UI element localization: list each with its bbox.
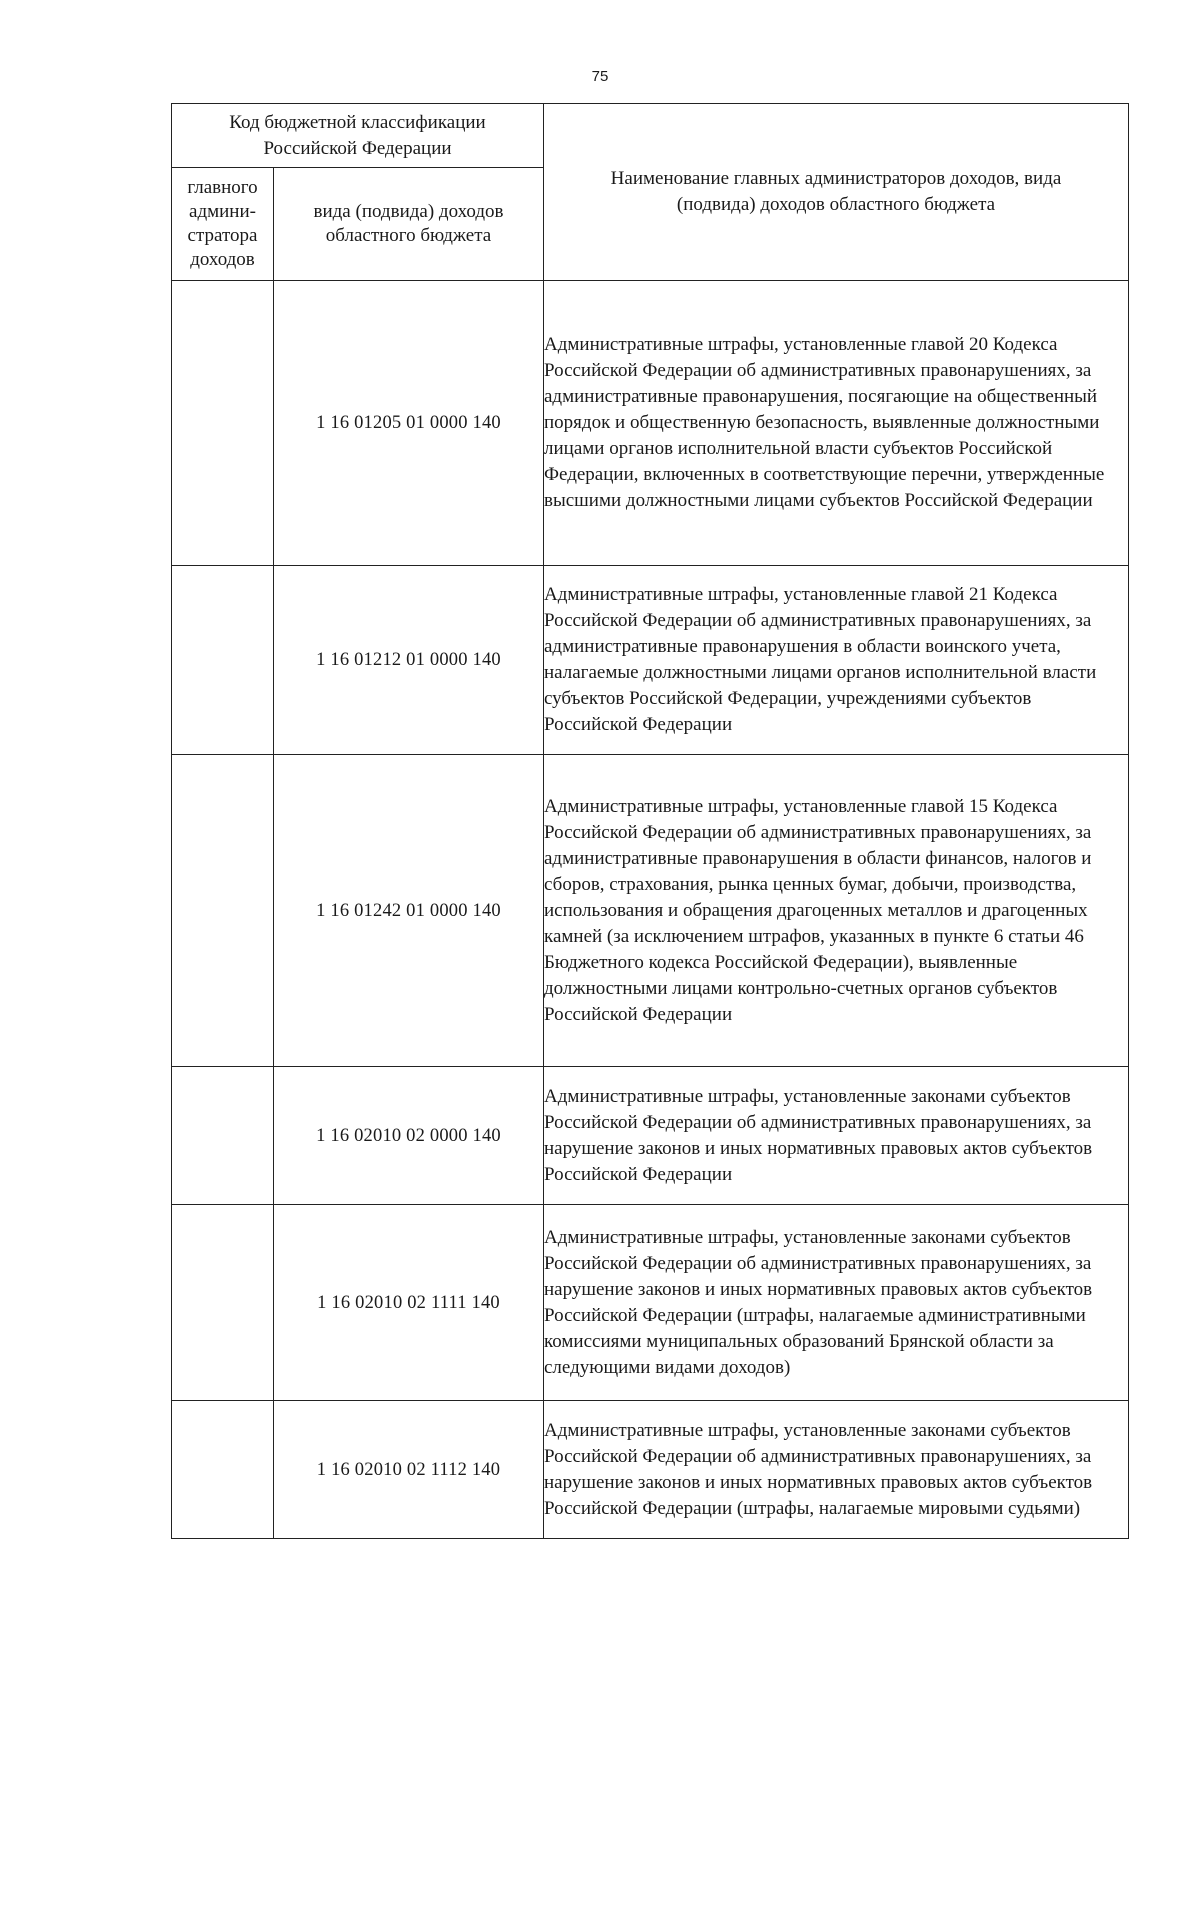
- income-code-cell: 1 16 02010 02 1112 140: [274, 1401, 544, 1539]
- table-row: [172, 1205, 1129, 1401]
- table-row: [172, 1067, 1129, 1205]
- header-group-title: [172, 104, 544, 168]
- income-name-cell: Административные штрафы, установленные законами субъектов Российской Федерации об административных правонарушениях, за нарушение законов и иных нормативных правовых актов субъектов Российской Федерации (штрафы, налагаемые мировыми судьями): [544, 1401, 1129, 1539]
- admin-code-cell: [172, 755, 274, 1067]
- header-income-type-text: вида (подвида) доходов областного бюджета: [313, 201, 504, 246]
- income-code-cell: 1 16 01212 01 0000 140: [274, 566, 544, 755]
- budget-classification-table: [171, 103, 1129, 1539]
- admin-code-cell: [172, 281, 274, 566]
- table-row: [172, 566, 1129, 755]
- header-admin-text: главного админи-стратора доходов: [187, 177, 258, 270]
- income-name-cell: Административные штрафы, установленные главой 15 Кодекса Российской Федерации об административных правонарушениях, за административные правонарушения в области финансов, налогов и сборов, страхования, рынка ценных бумаг, добычи, производства, использования и обращения драгоценных металлов и драгоценных камней (за исключением штрафов, указанных в пункте 6 статьи 46 Бюджетного кодекса Российской Федерации), выявленные должностными лицами контрольно-счетных органов субъектов Российской Федерации: [544, 755, 1129, 1067]
- header-income-type-column: [274, 168, 544, 281]
- income-name-cell: Административные штрафы, установленные главой 21 Кодекса Российской Федерации об административных правонарушениях, за административные правонарушения в области воинского учета, налагаемые должностными лицами органов исполнительной власти субъектов Российской Федерации, учреждениями субъектов Российской Федерации: [544, 566, 1129, 755]
- header-name-column: [544, 104, 1129, 281]
- table-row: [172, 755, 1129, 1067]
- income-name-cell: Административные штрафы, установленные законами субъектов Российской Федерации об административных правонарушениях, за нарушение законов и иных нормативных правовых актов субъектов Российской Федерации: [544, 1067, 1129, 1205]
- page-number: 75: [591, 68, 609, 85]
- admin-code-cell: [172, 1205, 274, 1401]
- header-name-text: Наименование главных администраторов доходов, вида (подвида) доходов областного бюджета: [610, 168, 1062, 215]
- admin-code-cell: [172, 566, 274, 755]
- header-admin-column: [172, 168, 274, 281]
- table-row: [172, 281, 1129, 566]
- income-code-cell: 1 16 01205 01 0000 140: [274, 281, 544, 566]
- income-name-cell: Административные штрафы, установленные главой 20 Кодекса Российской Федерации об административных правонарушениях, за административные правонарушения, посягающие на общественный порядок и общественную безопасность, выявленные должностными лицами органов исполнительной власти субъектов Российской Федерации, включенных в соответствующие перечни, утвержденные высшими должностными лицами субъектов Российской Федерации: [544, 281, 1129, 566]
- income-name-cell: Административные штрафы, установленные законами субъектов Российской Федерации об административных правонарушениях, за нарушение законов и иных нормативных правовых актов субъектов Российской Федерации (штрафы, налагаемые административными комиссиями муниципальных образований Брянской области за следующими видами доходов): [544, 1205, 1129, 1401]
- table-row: [172, 1401, 1129, 1539]
- admin-code-cell: [172, 1401, 274, 1539]
- header-group-title-text: Код бюджетной классификации Российской Федерации: [229, 111, 486, 159]
- admin-code-cell: [172, 1067, 274, 1205]
- income-code-cell: 1 16 02010 02 1111 140: [274, 1205, 544, 1401]
- income-code-cell: 1 16 01242 01 0000 140: [274, 755, 544, 1067]
- income-code-cell: 1 16 02010 02 0000 140: [274, 1067, 544, 1205]
